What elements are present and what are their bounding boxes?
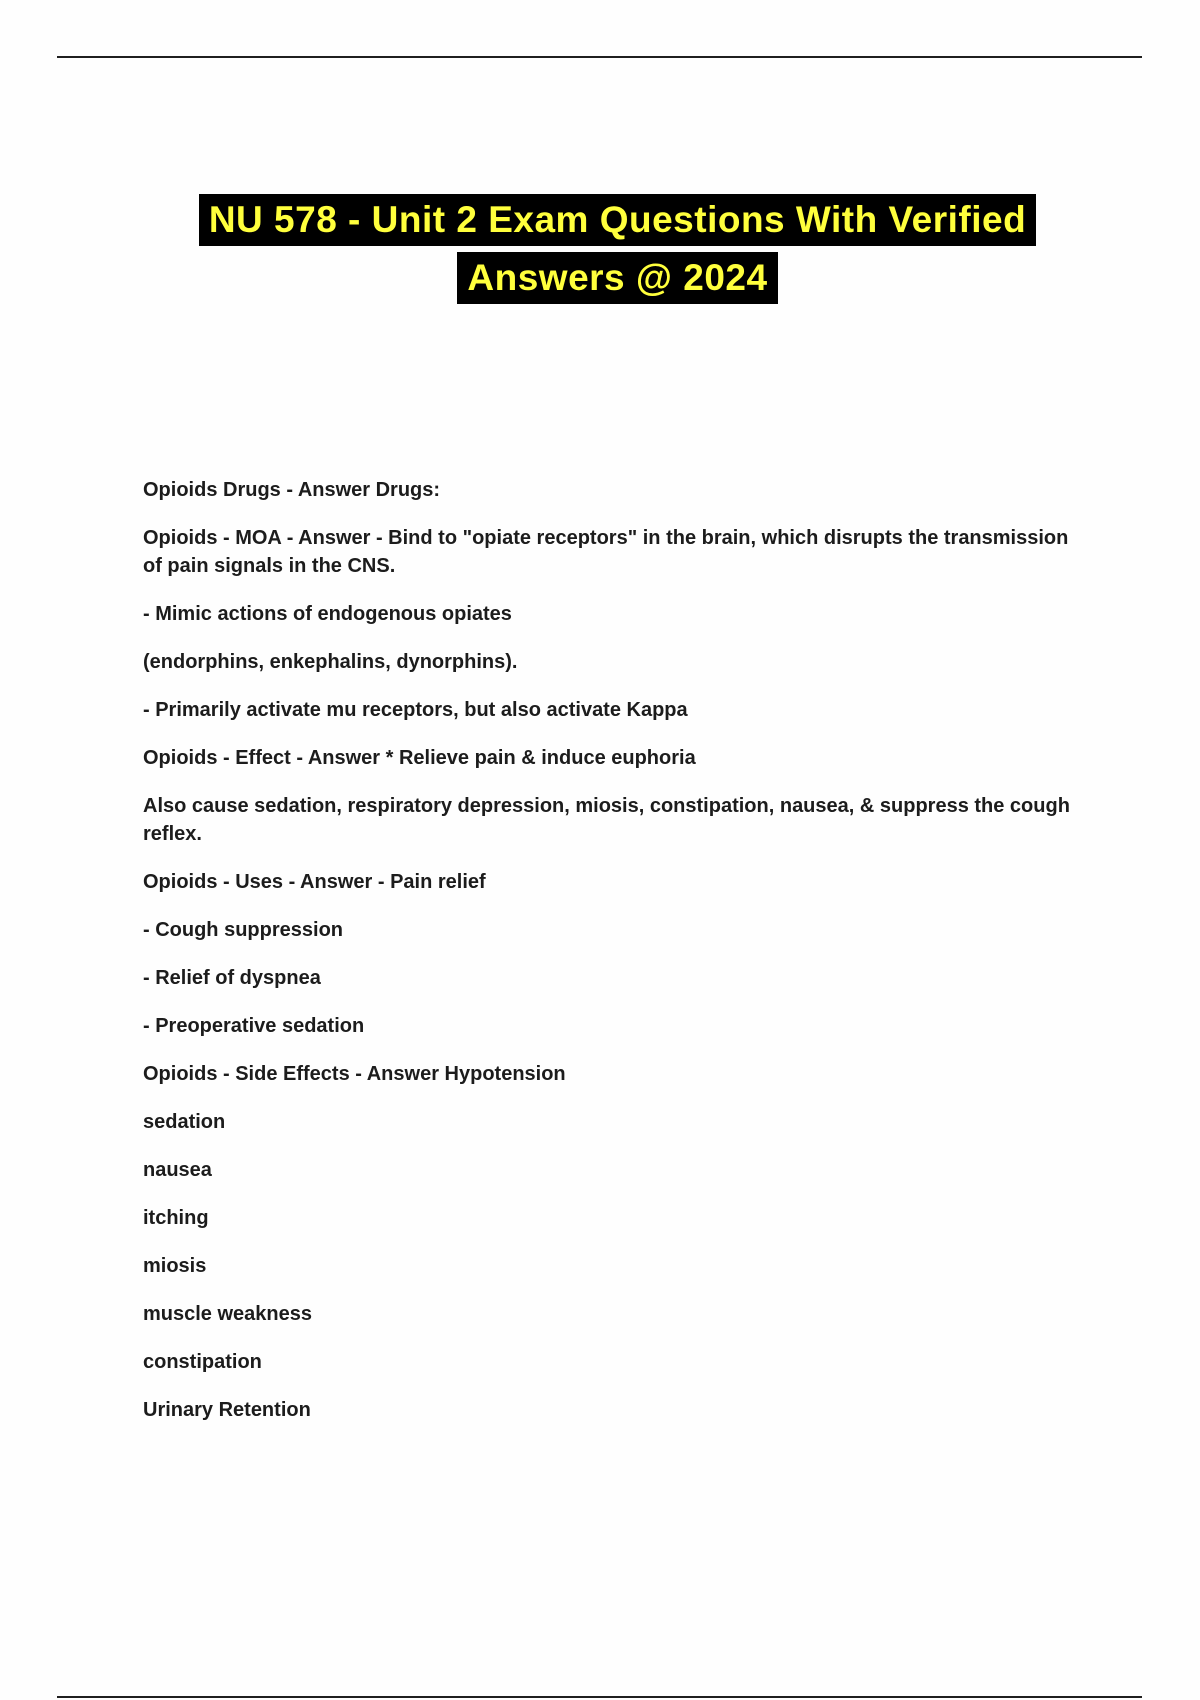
title-line-2: Answers @ 2024 [457, 252, 777, 304]
side-effect-urinary-retention: Urinary Retention [143, 1399, 311, 1421]
paragraph-endorphins: (endorphins, enkephalins, dynorphins). [143, 651, 518, 673]
side-effect-nausea: nausea [143, 1159, 212, 1181]
side-effect-itching: itching [143, 1207, 209, 1229]
paragraph-relief-dyspnea: - Relief of dyspnea [143, 967, 321, 989]
document-title [0, 191, 1200, 307]
paragraph-opioids-drugs: Opioids Drugs - Answer Drugs: [143, 479, 441, 501]
title-line-1: NU 578 - Unit 2 Exam Questions With Verified [199, 194, 1036, 246]
side-effect-sedation: sedation [143, 1111, 226, 1133]
paragraph-side-effects: Opioids - Side Effects - Answer Hypotension [143, 1063, 566, 1085]
paragraph-cough-suppression: - Cough suppression [143, 919, 343, 941]
paragraph-opioids-uses: Opioids - Uses - Answer - Pain relief [143, 871, 486, 893]
bottom-rule [57, 1696, 1142, 1698]
paragraph-opioids-moa: Opioids - MOA - Answer - Bind to "opiate receptors" in the brain, which disrupts the transmission of pain signals in the CNS. [143, 527, 1074, 577]
side-effect-muscle-weakness: muscle weakness [143, 1303, 312, 1325]
paragraph-mu-receptors: - Primarily activate mu receptors, but also activate Kappa [143, 699, 688, 721]
top-rule [57, 56, 1142, 58]
paragraph-mimic-actions: - Mimic actions of endogenous opiates [143, 603, 512, 625]
document-body [143, 476, 1083, 1444]
paragraph-opioids-effect: Opioids - Effect - Answer * Relieve pain & induce euphoria [143, 747, 696, 769]
side-effect-constipation: constipation [143, 1351, 262, 1373]
paragraph-also-cause: Also cause sedation, respiratory depression, miosis, constipation, nausea, & suppress the cough reflex. [143, 795, 1076, 845]
paragraph-preoperative-sedation: - Preoperative sedation [143, 1015, 365, 1037]
side-effect-miosis: miosis [143, 1255, 207, 1277]
